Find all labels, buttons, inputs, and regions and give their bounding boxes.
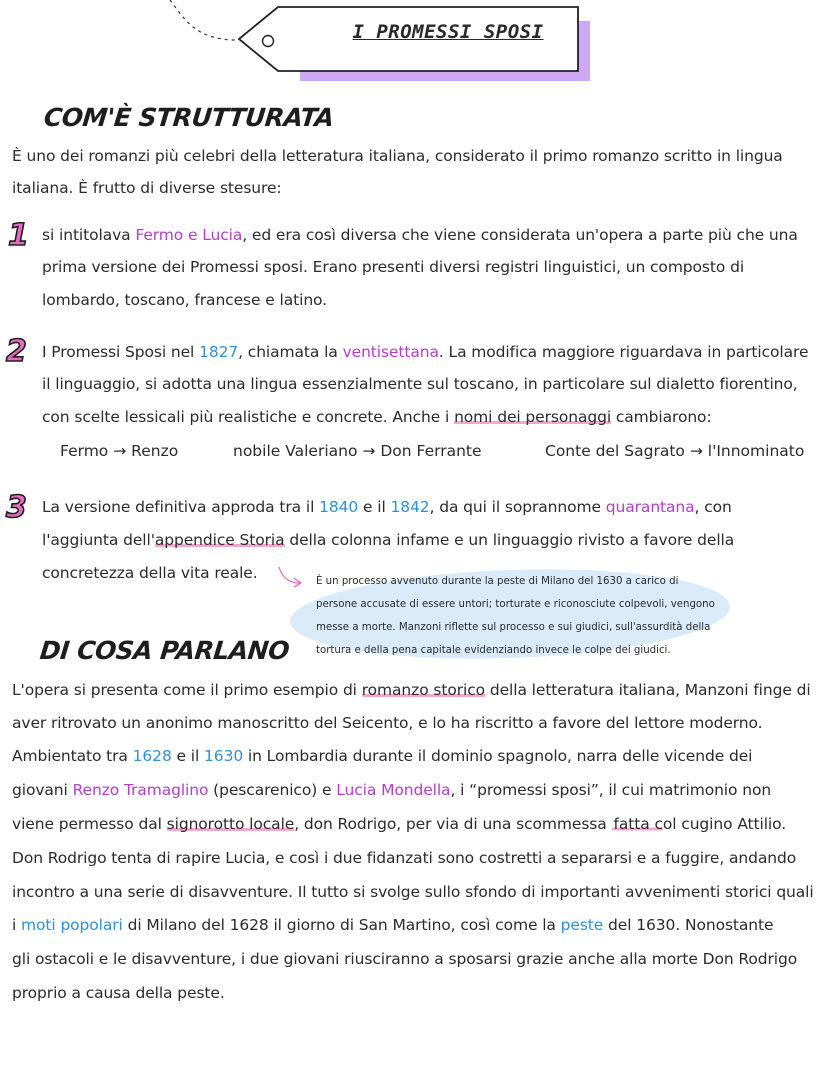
plot-moti-popolari: moti popolari (21, 916, 123, 934)
item1-text-b: , ed era così diversa che viene considerata un'opera a parte più che una (242, 226, 798, 244)
plot-l8-a: i (12, 916, 22, 934)
item2-ventisettana: ventisettana (342, 343, 439, 361)
rename-3-arrow: → (689, 442, 703, 460)
note-line-3: messe a morte. Manzoni riflette sul processo e sui giudici, sull'assurdità della (316, 622, 711, 633)
item2-text-a: I Promessi Sposi nel (42, 343, 200, 361)
intro-line-2: italiana. È frutto di diverse stesure: (12, 179, 282, 197)
plot-line-10: proprio a causa della peste. (12, 984, 225, 1002)
section-heading-structure: COM'È STRUTTURATA (42, 103, 336, 132)
note-line-1: È un processo avvenuto durante la peste di Milano del 1630 a carico di (316, 576, 679, 587)
note-bubble (290, 570, 730, 658)
item3-l2-text-b: della colonna infame e un linguaggio rivisto a favore della (284, 531, 735, 549)
title-tag (238, 5, 590, 83)
plot-l3-a: Ambientato tra (12, 747, 133, 765)
item1-line-2: prima versione dei Promessi sposi. Erano presenti diversi registri linguistici, un composto di (42, 258, 745, 276)
plot-signorotto: signorotto locale (166, 815, 295, 833)
plot-l8-c: del 1630. Nonostante (603, 916, 774, 934)
title-tag-outline (238, 5, 590, 83)
item-number-2: 2 (6, 334, 27, 369)
item2-l3-text-a: con scelte lessicali più realistiche e concrete. Anche i (42, 408, 455, 426)
item3-quarantana: quarantana (605, 498, 695, 516)
item1-line-1 (42, 219, 798, 252)
item2-nomi-personaggi: nomi dei personaggi (454, 408, 612, 426)
rename-1-from: Fermo (60, 442, 109, 460)
plot-l3-b: e il (171, 747, 205, 765)
rename-1-arrow: → (113, 442, 127, 460)
note-text (316, 570, 726, 662)
item1-line-3: lombardo, toscano, francese e latino. (42, 291, 327, 309)
item3-line-2 (42, 524, 734, 557)
plot-l5-a: viene permesso dal (12, 815, 167, 833)
item2-line-3 (42, 401, 712, 434)
item3-text-c: , da qui il soprannome (429, 498, 606, 516)
item2-line-1 (42, 336, 808, 369)
plot-renzo: Renzo Tramaglino (72, 781, 209, 799)
plot-line-5 (12, 808, 786, 841)
item2-year-1827: 1827 (199, 343, 239, 361)
rename-2 (233, 435, 482, 468)
plot-line-7: incontro a una serie di disavventure. Il tutto si svolge sullo sfondo di importanti avvenimenti storici quali (12, 883, 814, 901)
item1-fermo-e-lucia: Fermo e Lucia (135, 226, 243, 244)
rename-3-from: Conte del Sagrato (545, 442, 685, 460)
rename-2-to: Don Ferrante (380, 442, 482, 460)
rename-3-to: l'Innominato (707, 442, 805, 460)
plot-l3-c: in Lombardia durante il dominio spagnolo, narra delle vicende dei (243, 747, 753, 765)
plot-peste: peste (560, 916, 604, 934)
plot-line-8 (12, 909, 773, 942)
rename-1-to: Renzo (131, 442, 179, 460)
plot-fatta: fatta c (613, 815, 663, 833)
plot-l8-b: di Milano del 1628 il giorno di San Martino, così come la (122, 916, 561, 934)
item3-text-d: , con (694, 498, 732, 516)
rename-2-arrow: → (362, 442, 376, 460)
item3-text-a: La versione definitiva approda tra il (42, 498, 320, 516)
plot-romanzo-storico: romanzo storico (361, 681, 486, 699)
rename-3 (545, 435, 804, 468)
plot-line-4 (12, 774, 771, 807)
item3-line-1 (42, 491, 732, 524)
plot-line-3 (12, 740, 752, 773)
section-heading-plot: DI COSA PARLANO (38, 636, 291, 665)
item3-text-b: e il (358, 498, 391, 516)
item1-text-a: si intitolava (42, 226, 136, 244)
plot-line-1 (12, 674, 811, 707)
plot-line-9: gli ostacoli e le disavventure, i due giovani riusciranno a sposarsi grazie anche alla morte Don Rodrigo (12, 950, 798, 968)
plot-lucia: Lucia Mondella (336, 781, 451, 799)
item-number-3: 3 (6, 490, 27, 525)
item2-text-c: . La modifica maggiore riguardava in particolare (438, 343, 809, 361)
plot-year-1630: 1630 (204, 747, 244, 765)
plot-year-1628: 1628 (132, 747, 172, 765)
item3-year-1842: 1842 (390, 498, 430, 516)
item2-l3-text-b: cambiarono: (611, 408, 712, 426)
item3-year-1840: 1840 (319, 498, 359, 516)
plot-l1-a: L'opera si presenta come il primo esempio di (12, 681, 362, 699)
item-number-1: 1 (8, 218, 29, 253)
page-title: I PROMESSI SPOSI (352, 21, 544, 43)
rename-2-from: nobile Valeriano (233, 442, 358, 460)
plot-l4-b: (pescarenico) e (208, 781, 337, 799)
note-line-2: persone accusate di essere untori; torturate e riconosciute colpevoli, vengono (316, 599, 715, 610)
item3-appendice-storia: appendice Storia (154, 531, 285, 549)
item3-l2-text-a: l'aggiunta dell' (42, 531, 155, 549)
item2-text-b: , chiamata la (238, 343, 343, 361)
plot-line-2: aver ritrovato un anonimo manoscritto del Seicento, e lo ha riscritto a favore del lettore moderno. (12, 714, 763, 732)
plot-l5-b: , don Rodrigo, per via di una scommessa (294, 815, 612, 833)
plot-line-6: Don Rodrigo tenta di rapire Lucia, e così i due fidanzati sono costretti a separarsi e a fuggire, andando (12, 849, 797, 867)
plot-l4-c: , i “promessi sposi”, il cui matrimonio non (450, 781, 772, 799)
note-line-4: tortura e della pena capitale evidenziando invece le colpe dei giudici. (316, 645, 671, 656)
rename-1 (60, 435, 178, 468)
item2-line-2: il linguaggio, si adotta una lingua essenzialmente sul toscano, in particolare sul dialetto fiorentino, (42, 375, 798, 393)
item3-line-3: concretezza della vita reale. (42, 564, 258, 582)
intro-line-1: È uno dei romanzi più celebri della letteratura italiana, considerato il primo romanzo scritto in lingua (12, 147, 783, 165)
plot-l1-b: della letteratura italiana, Manzoni finge di (485, 681, 811, 699)
plot-l4-a: giovani (12, 781, 73, 799)
plot-l5-c: ol cugino Attilio. (662, 815, 787, 833)
